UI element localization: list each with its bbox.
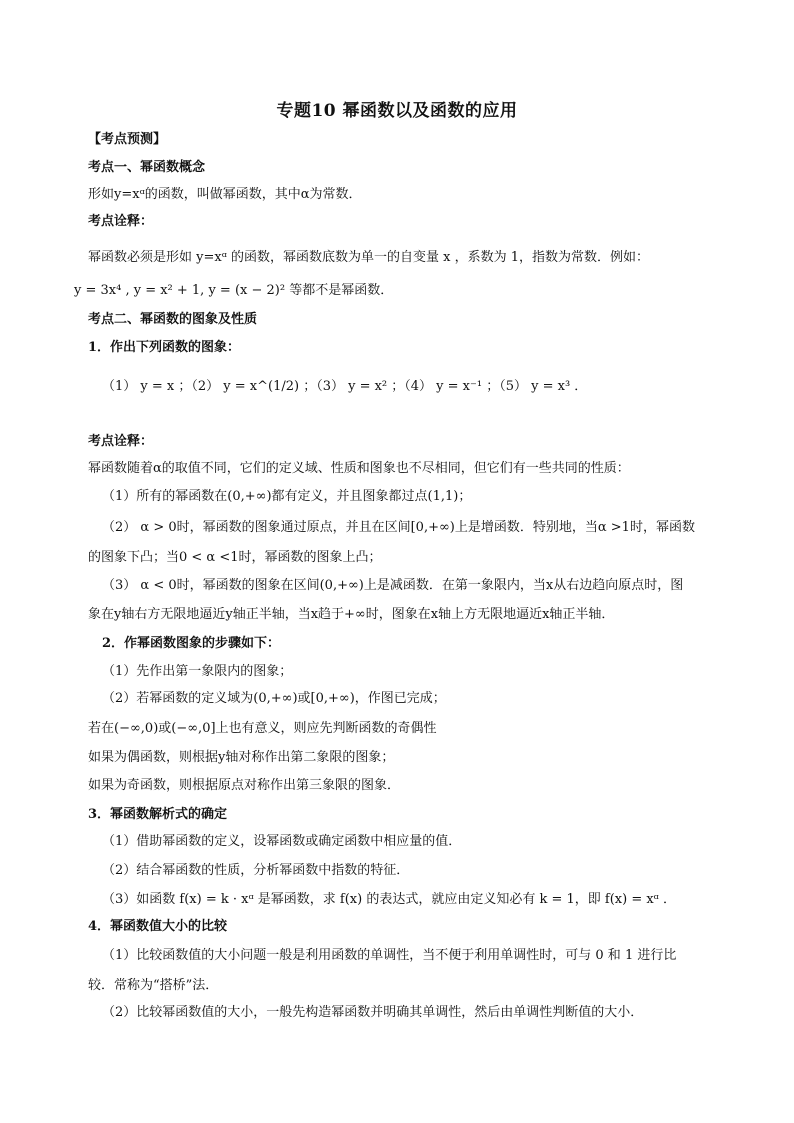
kp2-compare1b: 较．常称为“搭桥”法． [88,978,219,993]
kp2-note-heading: 考点诠释： [88,434,154,449]
kp1-heading: 考点一、幂函数概念 [88,160,206,175]
kp2-p3b: 象在y轴右方无限地逼近y轴正半轴，当x趋于+∞时，图象在x轴上方无限地逼近x轴正半轴． [88,607,615,622]
kp2-item1: 1．作出下列函数的图象： [88,340,241,355]
kp2-compare1a: （1）比较函数值的大小问题一般是利用函数的单调性，当不便于利用单调性时，可与 0 和 1 进行比 [102,948,677,963]
kp2-step4: 如果为偶函数，则根据y轴对称作出第二象限的图象； [88,750,395,765]
kp2-item1-functions: （1） y = x ；（2） y = x^(1/2) ；（3） y = x² ；（4） y = x⁻¹ ；（5） y = x³ ． [102,379,588,394]
kp2-p2a: （2） α > 0时，幂函数的图象通过原点，并且在区间[0,+∞)上是增函数．特别地，当α >1时，幂函数 [102,520,695,535]
kp2-p0: 幂函数随着α的取值不同，它们的定义域、性质和图象也不尽相同，但它们有一些共同的性质： [88,461,630,476]
kp1-note-line2: y = 3x⁴ , y = x² + 1, y = (x − 2)² 等都不是幂函数． [74,283,394,298]
kp2-step5: 如果为奇函数，则根据原点对称作出第三象限的图象． [88,778,401,793]
kp2-item3: 3．幂函数解析式的确定 [88,807,228,822]
kp2-step1: （1）先作出第一象限内的图象； [102,664,293,679]
kp2-step3: 若在(−∞,0)或(−∞,0]上也有意义，则应先判断函数的奇偶性 [88,721,437,736]
kp1-definition: 形如y=xᵅ的函数，叫做幂函数，其中α为常数． [88,187,362,202]
kp2-heading: 考点二、幂函数的图象及性质 [88,312,258,327]
kp2-p1: （1）所有的幂函数在(0,+∞)都有定义，并且图象都过点(1,1)； [102,489,472,504]
kp2-step2: （2）若幂函数的定义域为(0,+∞)或[0,+∞)，作图已完成； [102,691,446,706]
kp2-p2b: 的图象下凸；当0 < α <1时，幂函数的图象上凸； [88,550,382,565]
kp2-item2: 2．作幂函数图象的步骤如下： [102,636,281,651]
kp1-note-heading: 考点诠释： [88,214,154,229]
kp2-item4: 4．幂函数值大小的比较 [88,919,228,934]
kp2-compare2: （2）比较幂函数值的大小，一般先构造幂函数并明确其单调性，然后由单调性判断值的大小． [102,1005,644,1020]
kp2-rule3: （3）如函数 f(x) = k · xᵅ 是幂函数，求 f(x) 的表达式，就应由定义知必有 k = 1，即 f(x) = xᵅ ． [102,892,677,907]
page-title: 专题10 幂函数以及函数的应用 [276,101,518,121]
kp2-rule2: （2）结合幂函数的性质，分析幂函数中指数的特征． [102,863,410,878]
kp2-rule1: （1）借助幂函数的定义，设幂函数或确定函数中相应量的值． [102,834,462,849]
kp1-note-line1: 幂函数必须是形如 y=xᵅ 的函数，幂函数底数为单一的自变量 x ，系数为 1，指数为常数．例如： [88,250,650,265]
section-tag: 【考点预测】 [88,132,167,147]
kp2-p3a: （3） α < 0时，幂函数的图象在区间(0,+∞)上是减函数．在第一象限内，当x从右边趋向原点时，图 [102,578,684,593]
